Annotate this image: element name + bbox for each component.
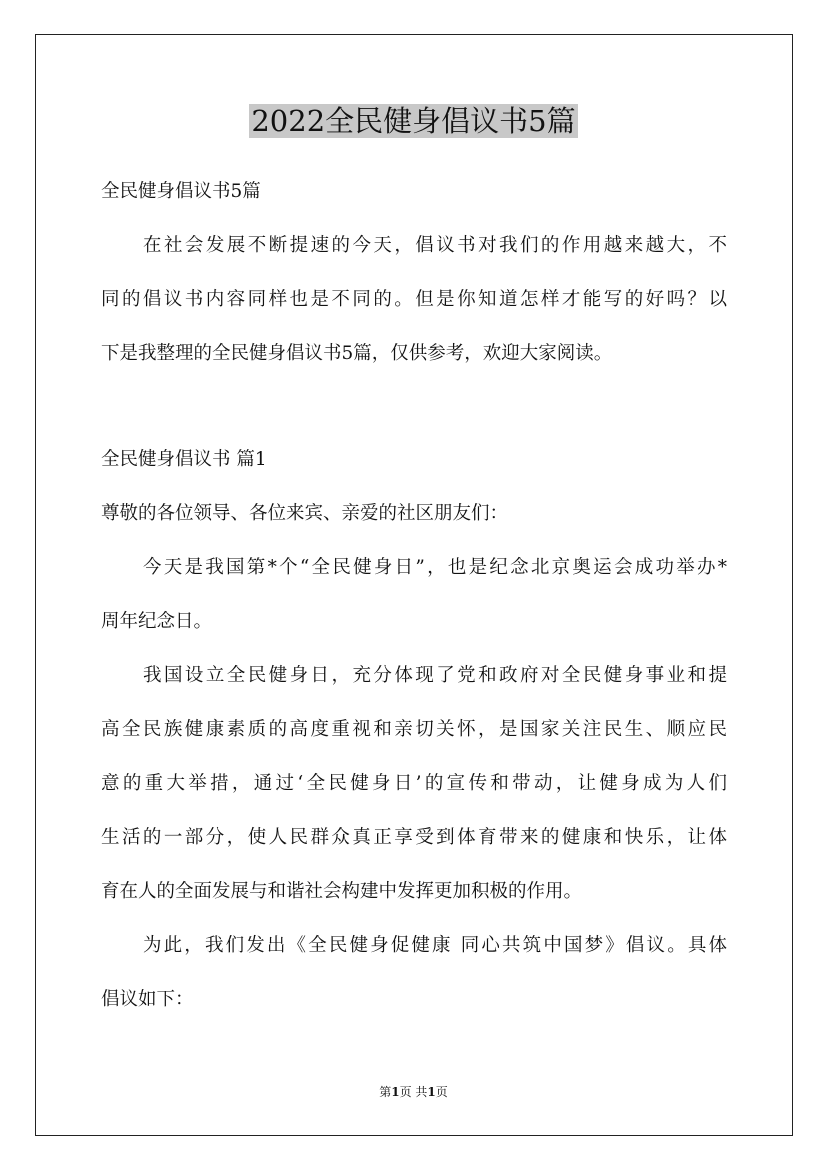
spacer bbox=[101, 381, 727, 433]
page-prefix: 第 bbox=[379, 1085, 392, 1099]
paragraph-line: 意的重大举措，通过‘全民健身日’的宣传和带动，让健身成为人们 bbox=[101, 773, 727, 794]
section-heading: 全民健身倡议书 篇1 bbox=[101, 449, 267, 470]
page-footer bbox=[0, 1083, 827, 1101]
paragraph-line: 今天是我国第*个“全民健身日”，也是纪念北京奥运会成功举办* bbox=[143, 557, 727, 578]
page-total: 1 bbox=[427, 1085, 436, 1099]
title-text: 2022全民健身倡议书5篇 bbox=[251, 104, 576, 138]
intro-line: 同的倡议书内容同样也是不同的。但是你知道怎样才能写的好吗？以 bbox=[101, 289, 727, 310]
document-body bbox=[101, 165, 727, 1027]
intro-line: 下是我整理的全民健身倡议书5篇，仅供参考，欢迎大家阅读。 bbox=[101, 343, 613, 364]
page-current: 1 bbox=[391, 1085, 400, 1099]
paragraph-line: 生活的一部分，使人民群众真正享受到体育带来的健康和快乐，让体 bbox=[101, 827, 727, 848]
paragraph-line: 为此，我们发出《全民健身促健康 同心共筑中国梦》倡议。具体 bbox=[143, 935, 727, 956]
document-title bbox=[0, 100, 827, 142]
paragraph-line: 倡议如下： bbox=[101, 989, 194, 1010]
page-suffix: 页 bbox=[435, 1085, 448, 1099]
page-mid: 页 共 bbox=[399, 1085, 428, 1099]
paragraph-line: 周年纪念日。 bbox=[101, 611, 213, 632]
subtitle: 全民健身倡议书5篇 bbox=[101, 181, 261, 202]
salutation: 尊敬的各位领导、各位来宾、亲爱的社区朋友们： bbox=[101, 503, 509, 524]
paragraph-line: 育在人的全面发展与和谐社会构建中发挥更加积极的作用。 bbox=[101, 881, 583, 902]
paragraph-line: 高全民族健康素质的高度重视和亲切关怀，是国家关注民生、顺应民 bbox=[101, 719, 727, 740]
paragraph-line: 我国设立全民健身日，充分体现了党和政府对全民健身事业和提 bbox=[143, 665, 727, 686]
intro-line: 在社会发展不断提速的今天，倡议书对我们的作用越来越大，不 bbox=[143, 235, 727, 256]
